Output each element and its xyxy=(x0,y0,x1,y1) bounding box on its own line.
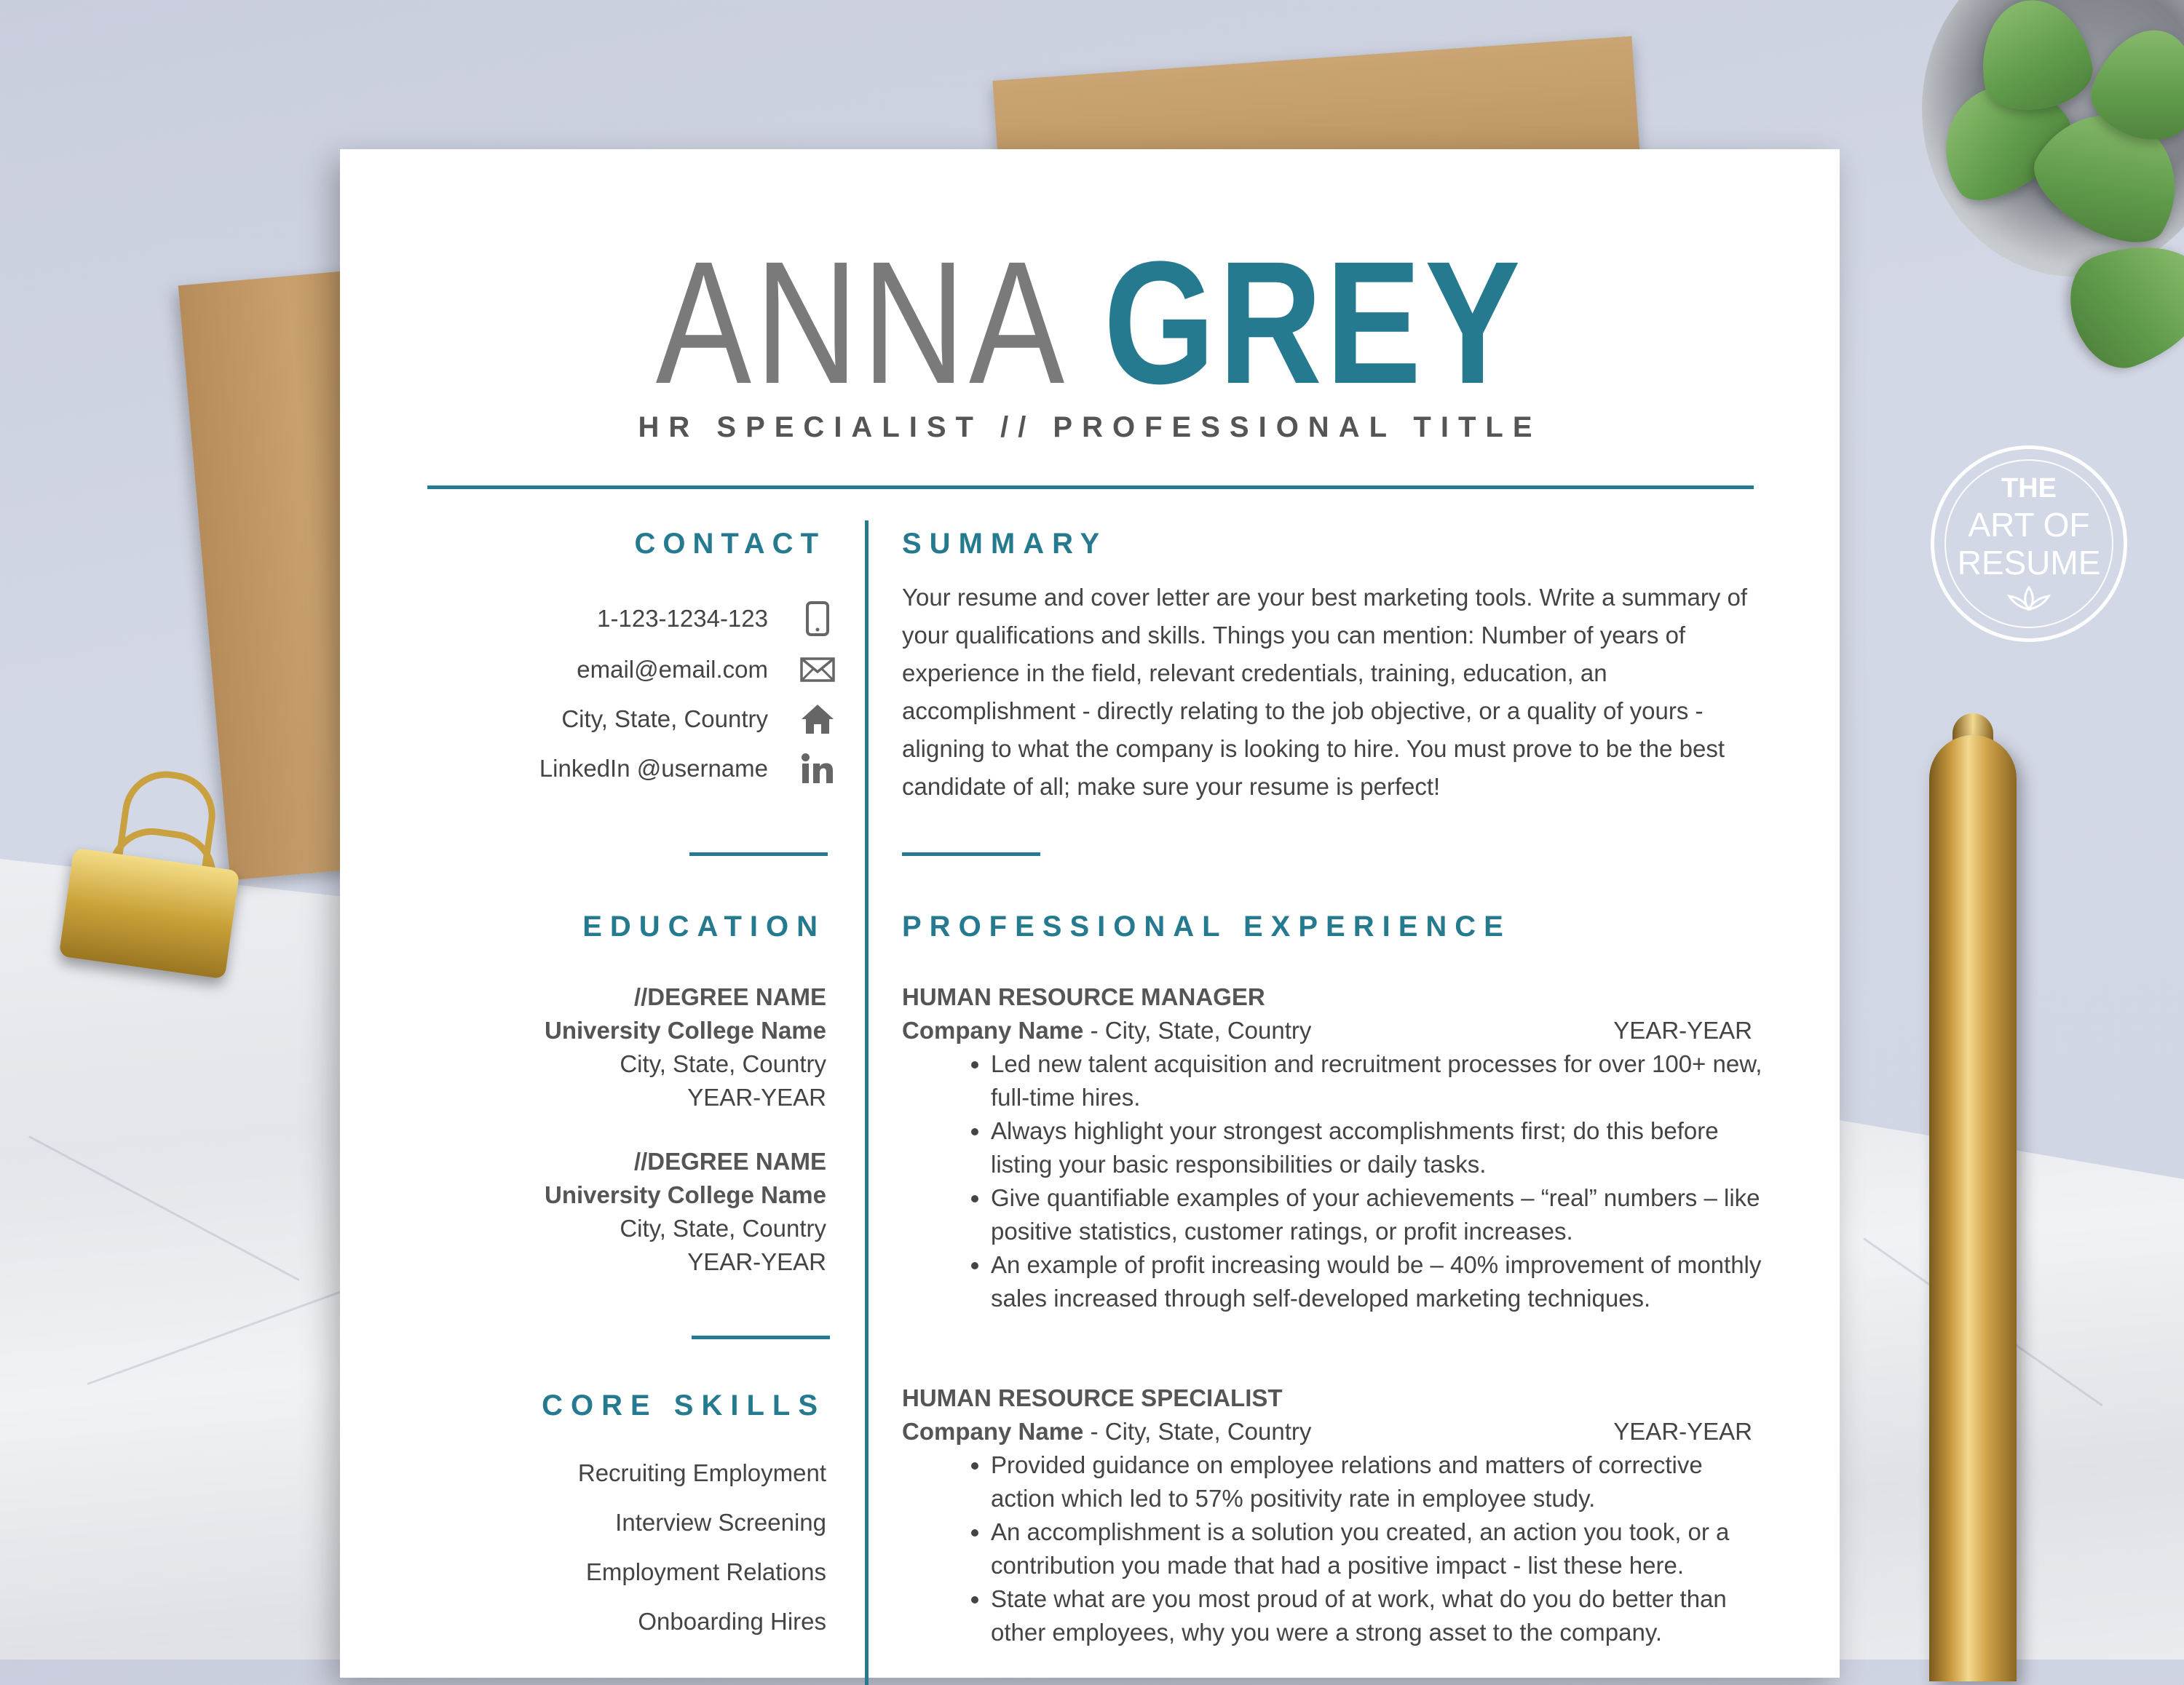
job-company-line xyxy=(902,1014,1768,1047)
job-bullets xyxy=(902,1047,1768,1315)
badge-inner-ring xyxy=(1944,459,2113,628)
skill-item: Onboarding Hires xyxy=(638,1608,826,1635)
company-location: - City, State, Country xyxy=(1083,1418,1312,1445)
home-icon xyxy=(800,702,835,737)
education-years: YEAR-YEAR xyxy=(687,1084,826,1111)
company-name: Company Name xyxy=(902,1418,1084,1445)
summary-section-rule xyxy=(902,852,1040,856)
degree-name: //DEGREE NAME xyxy=(633,983,826,1010)
linkedin-icon xyxy=(800,751,835,786)
education-entry xyxy=(545,980,826,1114)
binder-clip xyxy=(59,848,240,980)
job-bullet: • Always highlight your strongest accomplishments first; do this before listing your basic responsibilities or daily tasks. xyxy=(991,1114,1768,1181)
education-section-rule xyxy=(692,1336,830,1339)
company-name: Company Name xyxy=(902,1017,1084,1044)
education-years: YEAR-YEAR xyxy=(687,1248,826,1275)
linkedin-text: LinkedIn @username xyxy=(539,755,768,782)
job-years: YEAR-YEAR xyxy=(1613,1017,1752,1044)
phone-text: 1-123-1234-123 xyxy=(597,605,768,632)
job-entry xyxy=(902,1381,1768,1649)
contact-phone xyxy=(597,600,835,637)
first-name: ANNA xyxy=(655,225,1061,420)
job-bullet: • Give quantifiable examples of your achievements – “real” numbers – like positive statistics, customer ratings, or profit increases. xyxy=(991,1181,1768,1248)
art-of-resume-badge xyxy=(1931,445,2127,642)
header-divider xyxy=(427,485,1754,489)
job-bullet: • An accomplishment is a solution you created, an action you took, or a contribution you made that had a positive impact - list these here. xyxy=(991,1515,1768,1582)
school-name: University College Name xyxy=(545,1181,826,1208)
job-company-line xyxy=(902,1415,1768,1448)
job-bullets xyxy=(902,1448,1768,1649)
experience-heading: PROFESSIONAL EXPERIENCE xyxy=(902,911,1511,943)
gold-pen xyxy=(1929,735,2017,1681)
contact-section-rule xyxy=(689,852,828,856)
education-entry xyxy=(545,1145,826,1279)
skill-item: Interview Screening xyxy=(615,1509,826,1536)
phone-icon xyxy=(800,601,835,636)
skill-item: Recruiting Employment xyxy=(577,1459,826,1486)
job-title: HUMAN RESOURCE MANAGER xyxy=(902,983,1265,1010)
skill-item: Employment Relations xyxy=(585,1558,826,1585)
job-bullet: • An example of profit increasing would be – 40% improvement of monthly sales increased through self-developed marketing techniques. xyxy=(991,1248,1768,1315)
job-years: YEAR-YEAR xyxy=(1613,1418,1752,1445)
contact-linkedin xyxy=(539,750,835,787)
badge-line-3: RESUME xyxy=(1957,544,2101,582)
envelope-icon xyxy=(800,652,835,687)
location-text: City, State, Country xyxy=(561,705,768,732)
summary-text: Your resume and cover letter are your best marketing tools. Write a summary of your qualifications and skills. Things you can mention: Number of years of experience in the field, relevant credentials, training, education, an accomplishment - directly relating to the job objective, or a quality of yours - aligning to what the company is looking to hire. You must prove to be the best candidate of all; make sure your resume is perfect! xyxy=(902,584,1747,800)
job-title: HUMAN RESOURCE SPECIALIST xyxy=(902,1384,1283,1411)
education-heading: EDUCATION xyxy=(582,911,826,943)
summary-heading: SUMMARY xyxy=(902,528,1108,560)
badge-line-2: ART OF xyxy=(1968,506,2090,544)
company-location: - City, State, Country xyxy=(1083,1017,1312,1044)
resume-page xyxy=(340,149,1840,1678)
job-entry xyxy=(902,980,1768,1315)
contact-heading: CONTACT xyxy=(634,528,826,560)
resume-name xyxy=(475,225,1704,420)
badge-line-1: THE xyxy=(2001,473,2057,504)
professional-title: HR SPECIALIST // PROFESSIONAL TITLE xyxy=(638,411,1542,443)
last-name: GREY xyxy=(1103,225,1524,420)
school-location: City, State, Country xyxy=(620,1215,826,1242)
email-text: email@email.com xyxy=(577,656,768,683)
school-name: University College Name xyxy=(545,1017,826,1044)
contact-email xyxy=(577,651,835,688)
school-location: City, State, Country xyxy=(620,1050,826,1077)
skills-heading: CORE SKILLS xyxy=(542,1389,826,1422)
degree-name: //DEGREE NAME xyxy=(633,1148,826,1175)
job-bullet: • Led new talent acquisition and recruitment processes for over 100+ new, full-time hires. xyxy=(991,1047,1768,1114)
job-bullet: • State what are you most proud of at work, what do you do better than other employees, why you were a strong asset to the company. xyxy=(991,1582,1768,1649)
job-bullet: • Provided guidance on employee relations and matters of corrective action which led to 57% positivity rate in employee study. xyxy=(991,1448,1768,1515)
column-divider xyxy=(865,520,869,1685)
contact-location xyxy=(561,701,835,737)
